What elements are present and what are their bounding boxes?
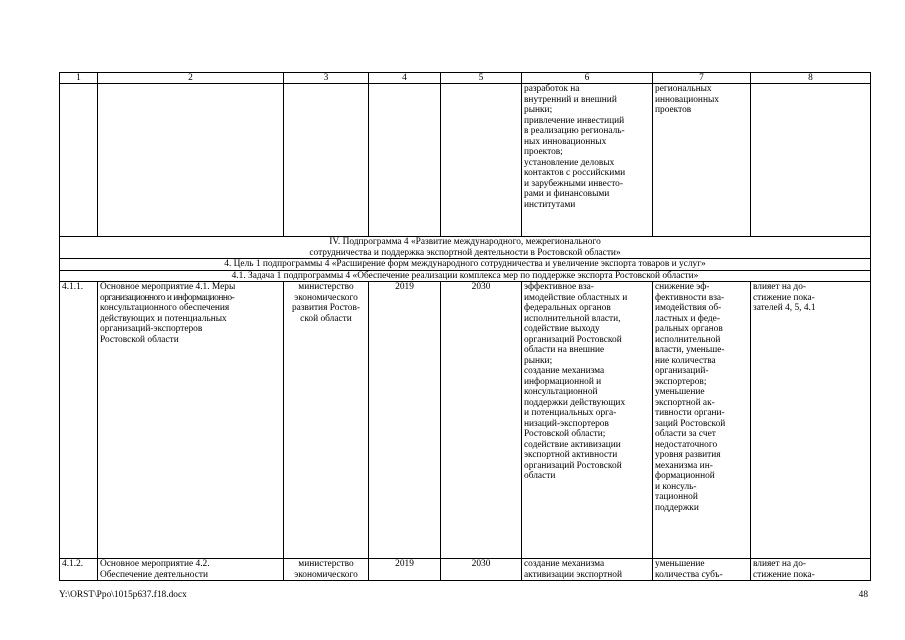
cell-empty (441, 84, 522, 237)
cell-consequences: снижение эф- фективности вза- имодействия об- ластных и феде- ральных органов исполнительной власти, уменьше- ние количества организаций- экспортеров; уменьшение экспортной ак- тивности органи- заций Ростовской области за счет недостаточного уровня развития механизма ин- формационной и консуль- тационной поддержки (653, 282, 751, 559)
file-path: Y:\ORST\Ppo\1015p637.f18.docx (59, 590, 187, 600)
cell-empty (98, 84, 284, 237)
column-header: 4 (369, 73, 441, 84)
cell-results: эффективное вза- имодействие областных и федеральных органов исполнительной власти, содействие выходу организаций Ростовской области на внешние рынки; создание механизма информационной и консультационной поддержки действующих и потенциальных орга- низаций-экспортеров Ростовской области; содействие активизации экспортной активности организаций Ростовской области (522, 282, 653, 559)
cell-empty (751, 84, 871, 237)
cell-empty (369, 84, 441, 237)
cell-results: разработок на внутренний и внешний рынки; привлечение инвестиций в реализацию региональ- ных инновационных проектов; установление деловых контактов с российскими и зарубежными инвесто- рами и финансовыми институтами (522, 84, 653, 237)
subprogram-row (60, 237, 871, 259)
cell-executor: министерство экономического (284, 559, 369, 581)
table-row-4-1-1 (60, 282, 871, 559)
column-header: 1 (60, 73, 98, 84)
cell-start-year: 2019 (369, 559, 441, 581)
task-row (60, 270, 871, 282)
task-title: 4.1. Задача 1 подпрограммы 4 «Обеспечение реализации комплекса мер по поддержке экспорта Ростовской области» (60, 270, 871, 282)
column-header: 7 (653, 73, 751, 84)
cell-consequences: уменьшение количества субъ- (653, 559, 751, 581)
program-table (59, 72, 871, 581)
column-header: 3 (284, 73, 369, 84)
cell-indicators: влияет на до- стижение пока- зателей 4, 5, 4.1 (751, 282, 871, 559)
cell-executor: министерство экономического развития Ростов- ской области (284, 282, 369, 559)
cell-activity: Основное мероприятие 4.2. Обеспечение деятельности (98, 559, 284, 581)
cell-number: 4.1.2. (60, 559, 98, 581)
column-header: 2 (98, 73, 284, 84)
cell-start-year: 2019 (369, 282, 441, 559)
cell-number: 4.1.1. (60, 282, 98, 559)
cell-empty (284, 84, 369, 237)
column-header: 6 (522, 73, 653, 84)
cell-results: создание механизма активизации экспортной (522, 559, 653, 581)
column-header: 8 (751, 73, 871, 84)
cell-indicators: влияет на до- стижение пока- (751, 559, 871, 581)
subprogram-title: IV. Подпрограмма 4 «Развитие международного, межрегионального сотрудничества и поддержка экспортной деятельности в Ростовской области» (60, 237, 871, 259)
cell-end-year: 2030 (441, 559, 522, 581)
cell-activity: Основное мероприятие 4.1. Меры организационного и информационно- консультационного обеспечения действующих и потенциальных организаций-экспортеров Ростовской области (98, 282, 284, 559)
goal-title: 4. Цель 1 подпрограммы 4 «Расширение форм международного сотрудничества и увеличение экспорта товаров и услуг» (60, 259, 871, 271)
cell-end-year: 2030 (441, 282, 522, 559)
table-row-continuation (60, 84, 871, 237)
cell-consequences: региональных инновационных проектов (653, 84, 751, 237)
column-header: 5 (441, 73, 522, 84)
cell-empty (60, 84, 98, 237)
page-number: 48 (858, 590, 868, 600)
goal-row (60, 259, 871, 271)
column-number-row (60, 73, 871, 84)
table-row-4-1-2 (60, 559, 871, 581)
